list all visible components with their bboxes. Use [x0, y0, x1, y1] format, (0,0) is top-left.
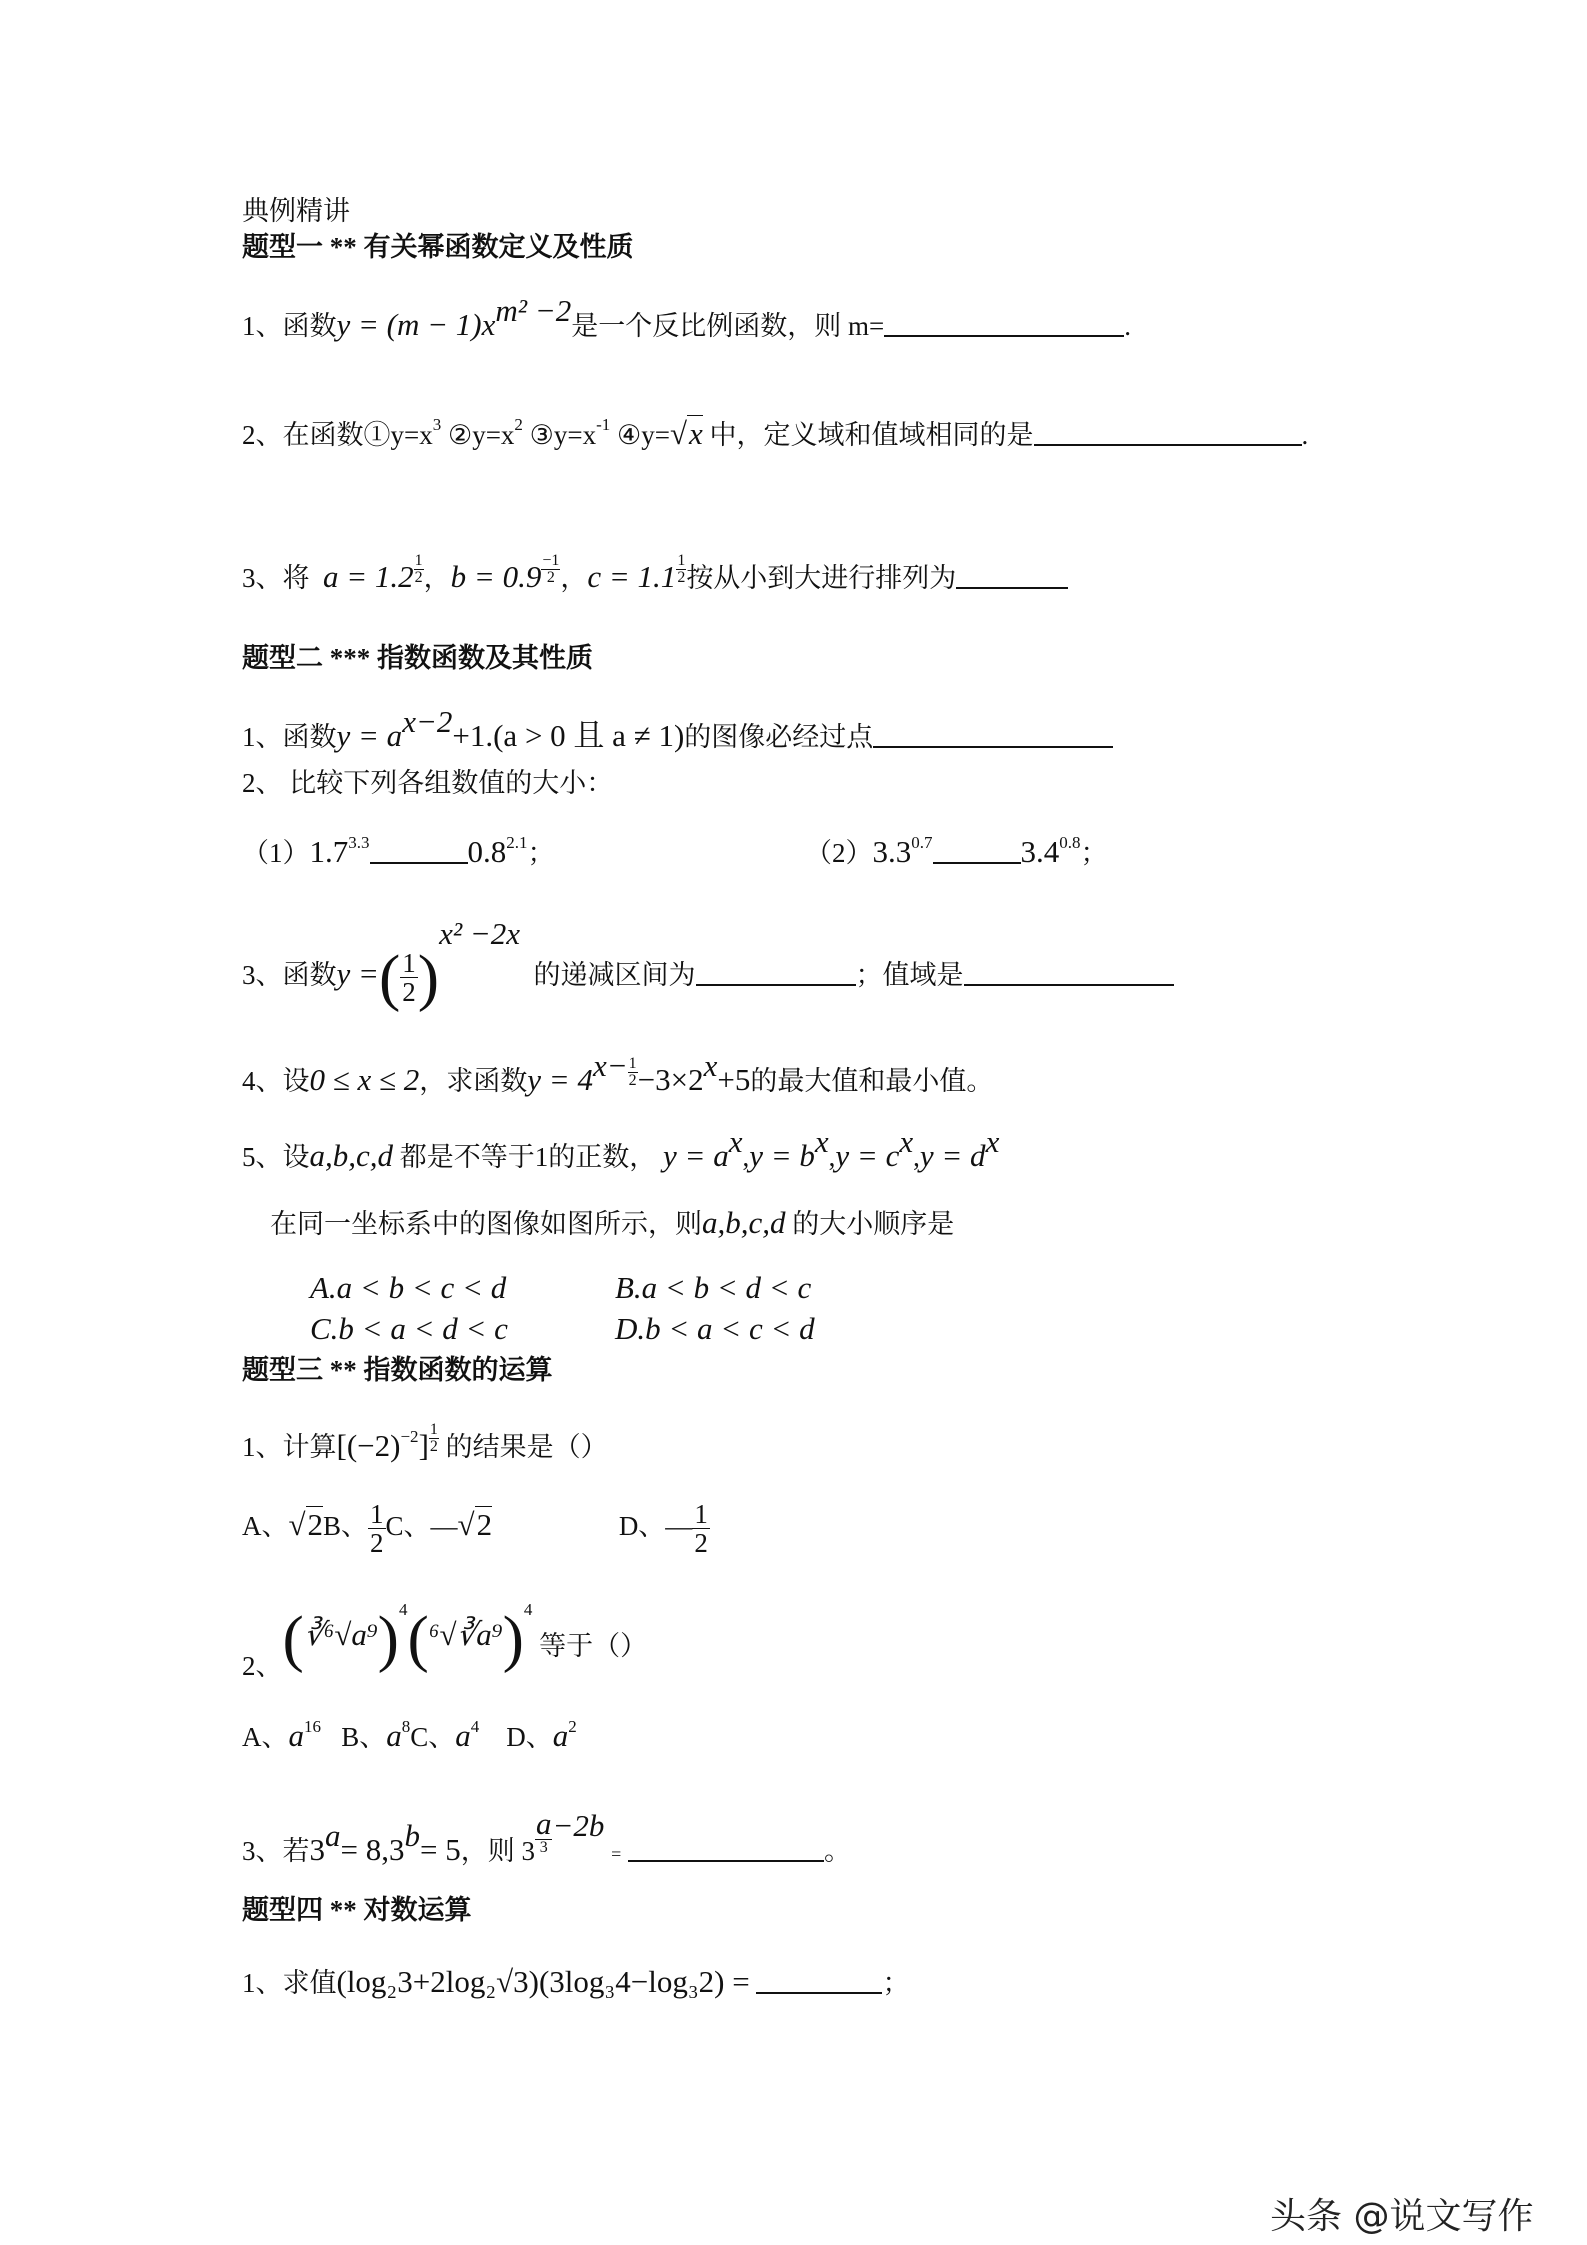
s2-q3: 3、函数y =( $\frac{1}{2}$ )$^{x^2 -2x}$ 的递减区间为 ；值域是 [242, 915, 1174, 1016]
section-2-title: 题型二 *** 指数函数及其性质 [242, 643, 593, 673]
s3-q3: 3、若$3^a= 8,3^b= 5$，则 3 a 3 $^{-2b}$ = 。 [242, 1806, 852, 1867]
s2-q5-line2: 在同一坐标系中的图像如图所示，则a,b,c,d 的大小顺序是 [270, 1205, 955, 1240]
section-4-title: 题型四 ** 对数运算 [242, 1895, 472, 1925]
s2-q4: 4、设0 ≤ x ≤ 2，求函数$y = 4^{x-}$ $\frac{1}{2}$ $-3\times 2^x+5$的最大值和最小值。 [242, 1048, 994, 1097]
option-c[interactable]: C.b < a < d < c [310, 1311, 508, 1346]
s2-q2-part1: $(1)1.7^{3.3}$ $0.8^{2.1}$； [242, 833, 555, 869]
section-1-title: 题型一 ** 有关幂函数定义及性质 [242, 232, 634, 262]
option-d[interactable]: D.b < a < c < d [615, 1311, 815, 1346]
s4-q1: 1、求值(log₂3+2log₂√3)(3log₃4−log₃2) = ； [242, 1964, 910, 1999]
s3-q2: 2、(∛⁶√a⁹)$^4$(⁶√∛a⁹)$^4$ 等于（） [242, 1600, 648, 1681]
s3-q2-options: A、$a^{16}$ B、$a^8C$、$a^4$ D、$a^2$ [242, 1717, 577, 1753]
heading: 典例精讲 [242, 196, 350, 226]
s3-q1: 1、计算$[(-2)^{-2}]$ $\frac{1}{2}$ 的结果是（） [242, 1421, 608, 1463]
section-3-title: 题型三 ** 指数函数的运算 [242, 1355, 553, 1385]
s1-q2: 2、在函数$①y=x^3$ $②y=x^2$ $③y=x^{-1}$ ④y=√x 中，定义域和值域相同的是 . [242, 415, 1309, 451]
s2-q2-part2: $(2)3.3^{0.7}$ $3.4^{0.8}$； [805, 833, 1108, 869]
s2-q5: 5、设a,b,c,d 都是不等于1的正数， $y = a^x,y = b^x,y = c^x,y = d^x$ [242, 1124, 1000, 1173]
option-b[interactable]: B.a < b < d < c [615, 1270, 812, 1305]
s3-q1-options: A、√2B、 $\frac{1}{2}$ C、—√2 D、— $\frac{1}{2}$ [242, 1499, 708, 1559]
watermark: 头条 @说文写作 [1270, 2196, 1534, 2237]
s1-q1: 1、函数$y = (m - 1)x^{m^2 -2}$是一个反比例函数，则 m= . [242, 293, 1131, 342]
s1-q3: 3、将 a = 1.2 $\frac{1}{2}$ ，b = 0.9 $\frac{-1}{2}$ ，c = 1.1 $\frac{1}{2}$ 按从小到大进行排列为 [242, 553, 1068, 592]
s2-q2: 2、 比较下列各组数值的大小： [242, 768, 614, 798]
option-a[interactable]: A.a < b < c < d [310, 1270, 507, 1305]
s2-q1: 1、函数$y = a^{x-2}+1.(a > 0$ 且 a ≠ 1)的图像必经过点 [242, 706, 1113, 751]
